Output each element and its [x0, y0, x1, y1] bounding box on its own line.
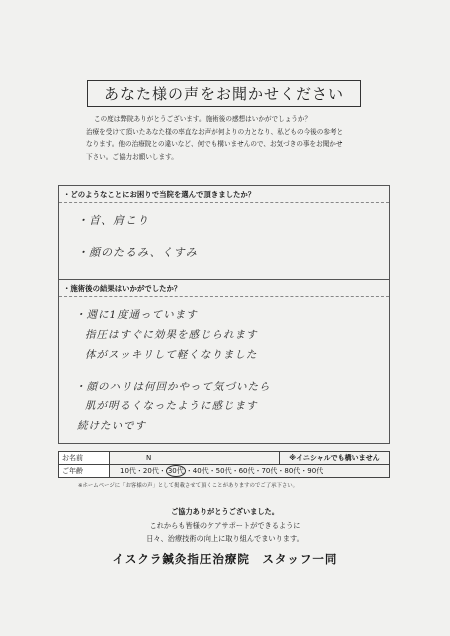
- age-selected: 30代: [167, 467, 184, 475]
- clinic-signature: イスクラ鍼灸指圧治療院 スタッフ一同: [112, 552, 338, 566]
- question-1: ・どのようなことにお困りで当院を選んで頂きましたか？: [63, 190, 256, 199]
- name-row: [59, 452, 390, 465]
- answer-line: 体がスッキリして軽くなりました: [85, 349, 258, 361]
- question-section-1: [58, 185, 390, 280]
- name-label: お名前: [59, 452, 110, 465]
- name-value: N: [110, 452, 280, 465]
- age-row: [59, 465, 390, 478]
- publication-note: ※ホームページに「お客様の声」として掲載させて頂くことがありますのでご了承下さい。: [78, 483, 299, 489]
- respondent-info-table: [58, 451, 390, 478]
- age-options-post: ・40代・50代・60代・70代・80代・90代: [185, 467, 324, 475]
- age-options: [110, 465, 390, 478]
- question-2: ・施術後の結果はいかがでしたか？: [63, 284, 182, 293]
- answer-line: 指圧はすぐに効果を感じられます: [85, 329, 258, 341]
- intro-line: この度は弊院ありがとうございます。施術後の感想はいかがでしょうか？: [94, 115, 312, 123]
- answer-line: 続けたいです: [77, 420, 146, 432]
- age-options-pre: 10代・20代・: [120, 467, 166, 475]
- question-section-2: [58, 279, 390, 444]
- age-label: ご年齢: [59, 465, 110, 478]
- initial-note: ※イニシャルでも構いません: [280, 452, 390, 465]
- closing-line: これからも皆様のケアサポートができるように: [149, 521, 301, 530]
- answer-line: ・週に1度通っています: [75, 309, 198, 321]
- thanks-text: ご協力ありがとうございました。: [171, 507, 279, 516]
- answer-line: 肌が明るくなったように感じます: [85, 400, 258, 412]
- answer-line: ・顔のハリは何回かやって気づいたら: [75, 381, 271, 393]
- intro-text: [86, 113, 386, 163]
- answer-line: ・顔のたるみ、くすみ: [77, 246, 198, 259]
- page-title: あなた様の声をお聞かせください: [87, 80, 361, 107]
- answer-line: ・首、肩こり: [77, 214, 149, 227]
- divider: [59, 202, 389, 203]
- closing-line: 日々、治療技術の向上に取り組んでまいります。: [146, 534, 304, 543]
- intro-line: 下さい。ご協力お願いします。: [86, 152, 178, 161]
- intro-line: なります。他の治療院との違いなど、何でも構いませんので、お気づきの事をお聞かせ: [86, 140, 343, 148]
- intro-line: 治療を受けて頂いたあなた様の率直なお声が何よりの力となり、私どもの今後の参考と: [86, 127, 344, 136]
- divider: [59, 296, 389, 297]
